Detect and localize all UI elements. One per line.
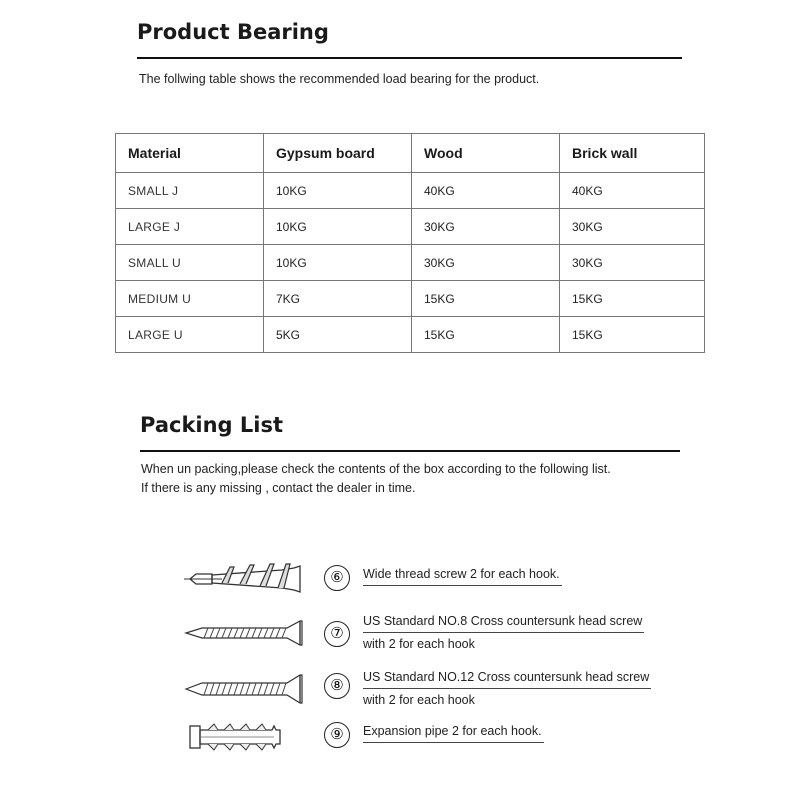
wide-thread-screw-icon: [182, 562, 312, 596]
cell-material: LARGE U: [116, 317, 264, 353]
packing-item: [182, 558, 702, 602]
packing-description-line: When un packing,please check the contents of the box according to the following list.: [141, 462, 611, 476]
item-line-1: Expansion pipe 2 for each hook.: [363, 720, 544, 743]
packing-item: [182, 612, 702, 656]
table-row: [116, 173, 705, 209]
cell-gypsum: 7KG: [264, 281, 412, 317]
countersunk-screw-no8-icon: [182, 616, 312, 650]
cell-material: SMALL U: [116, 245, 264, 281]
item-line-1: US Standard NO.12 Cross countersunk head screw: [363, 666, 651, 689]
item-line-2: with 2 for each hook: [363, 637, 475, 651]
title-divider: [137, 57, 682, 59]
cell-brick: 30KG: [560, 209, 705, 245]
cell-material: LARGE J: [116, 209, 264, 245]
cell-wood: 40KG: [412, 173, 560, 209]
cell-gypsum: 10KG: [264, 245, 412, 281]
table-row: [116, 281, 705, 317]
packing-description-line: If there is any missing , contact the dealer in time.: [141, 481, 416, 495]
cell-wood: 15KG: [412, 281, 560, 317]
item-number-badge: ⑨: [324, 722, 350, 748]
packing-list-title: Packing List: [140, 413, 284, 437]
table-row: [116, 245, 705, 281]
item-line-1: US Standard NO.8 Cross countersunk head screw: [363, 610, 644, 633]
item-number-badge: ⑧: [324, 673, 350, 699]
item-description: [363, 563, 562, 586]
cell-material: SMALL J: [116, 173, 264, 209]
title-divider: [140, 450, 680, 452]
table-header-row: [116, 134, 705, 173]
cell-material: MEDIUM U: [116, 281, 264, 317]
header-wood: Wood: [412, 134, 560, 173]
item-number-badge: ⑥: [324, 565, 350, 591]
header-gypsum-board: Gypsum board: [264, 134, 412, 173]
cell-brick: 40KG: [560, 173, 705, 209]
cell-brick: 15KG: [560, 281, 705, 317]
expansion-pipe-icon: [182, 718, 312, 754]
item-description: [363, 720, 544, 743]
table-row: [116, 317, 705, 353]
packing-list-description: [141, 460, 611, 498]
packing-item: [182, 668, 702, 712]
item-line-1: Wide thread screw 2 for each hook.: [363, 563, 562, 586]
item-line-2: with 2 for each hook: [363, 693, 475, 707]
product-bearing-description: The follwing table shows the recommended load bearing for the product.: [139, 72, 540, 86]
cell-brick: 15KG: [560, 317, 705, 353]
cell-gypsum: 10KG: [264, 173, 412, 209]
packing-item: [182, 714, 702, 758]
item-description: [363, 610, 644, 655]
table-row: [116, 209, 705, 245]
product-bearing-title: Product Bearing: [137, 20, 329, 44]
item-number-badge: ⑦: [324, 621, 350, 647]
cell-wood: 30KG: [412, 209, 560, 245]
countersunk-screw-no12-icon: [182, 672, 312, 706]
cell-brick: 30KG: [560, 245, 705, 281]
cell-gypsum: 5KG: [264, 317, 412, 353]
header-brick-wall: Brick wall: [560, 134, 705, 173]
cell-gypsum: 10KG: [264, 209, 412, 245]
cell-wood: 15KG: [412, 317, 560, 353]
item-description: [363, 666, 651, 711]
load-bearing-table: [115, 133, 705, 353]
cell-wood: 30KG: [412, 245, 560, 281]
header-material: Material: [116, 134, 264, 173]
